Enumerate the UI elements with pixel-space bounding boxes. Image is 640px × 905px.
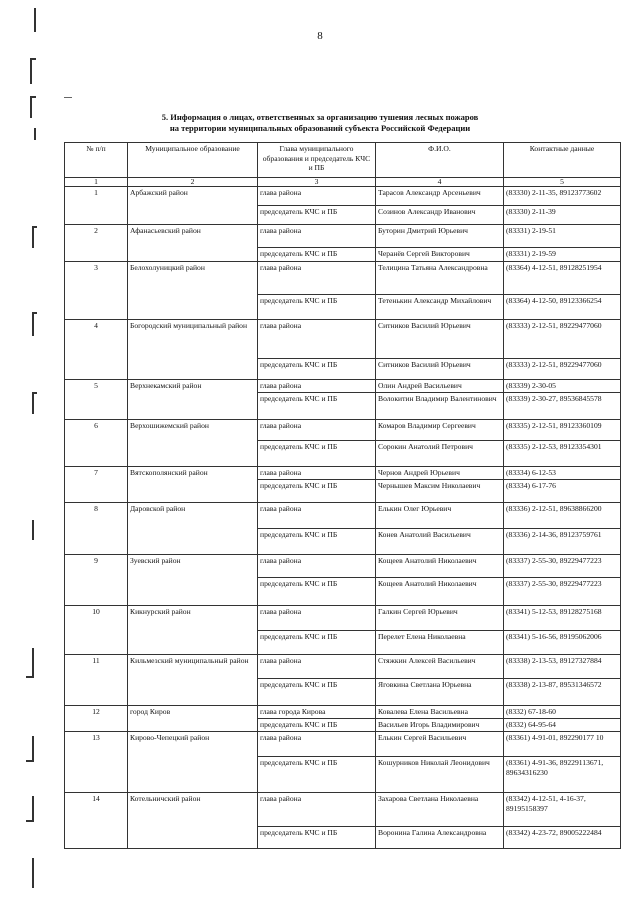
row-number: 2 — [65, 225, 128, 262]
row-number: 11 — [65, 655, 128, 706]
official-name: Комаров Владимир Сергеевич — [376, 420, 504, 441]
contact-data: (83331) 2-19-51 — [504, 225, 621, 248]
official-role: глава города Кирова — [258, 706, 376, 719]
municipality-name: Верхнекамский район — [128, 380, 258, 420]
contact-data: (83339) 2-30-05 — [504, 380, 621, 393]
table-row — [65, 706, 621, 719]
contact-data: (8332) 64-95-64 — [504, 719, 621, 732]
section-heading — [90, 112, 550, 134]
contact-data: (83338) 2-13-87, 89531346572 — [504, 679, 621, 706]
municipality-name: Кирово-Чепецкий район — [128, 732, 258, 793]
table-body — [65, 187, 621, 849]
municipality-name: Кильмезский муниципальный район — [128, 655, 258, 706]
official-name: Елькин Олег Юрьевич — [376, 503, 504, 529]
official-role: председатель КЧС и ПБ — [258, 295, 376, 320]
official-role: председатель КЧС и ПБ — [258, 359, 376, 380]
official-role: глава района — [258, 187, 376, 206]
table-row — [65, 420, 621, 441]
official-name: Созинов Александр Иванович — [376, 206, 504, 225]
contact-data: (83338) 2-13-53, 89127327884 — [504, 655, 621, 679]
municipality-name: Верхошижемский район — [128, 420, 258, 467]
official-role: председатель КЧС и ПБ — [258, 719, 376, 732]
official-name: Тетенькин Александр Михайлович — [376, 295, 504, 320]
official-role: глава района — [258, 655, 376, 679]
contact-data: (83334) 6-12-53 — [504, 467, 621, 480]
municipality-name: Богородский муниципальный район — [128, 320, 258, 380]
municipality-name: город Киров — [128, 706, 258, 732]
official-name: Ковалева Елена Васильевна — [376, 706, 504, 719]
official-name: Захарова Светлана Николаевна — [376, 793, 504, 827]
table-row — [65, 606, 621, 631]
official-role: глава района — [258, 503, 376, 529]
official-role: глава района — [258, 606, 376, 631]
official-role: глава района — [258, 793, 376, 827]
column-header: Муниципальное образование — [128, 143, 258, 178]
municipality-name: Даровской район — [128, 503, 258, 555]
row-number: 4 — [65, 320, 128, 380]
column-number: 4 — [376, 178, 504, 187]
official-name: Кощеев Анатолий Николаевич — [376, 578, 504, 606]
official-role: глава района — [258, 732, 376, 757]
row-number: 9 — [65, 555, 128, 606]
table-row — [65, 380, 621, 393]
row-number: 12 — [65, 706, 128, 732]
row-number: 5 — [65, 380, 128, 420]
contact-data: (83335) 2-12-51, 89123360109 — [504, 420, 621, 441]
official-name: Тарасов Александр Арсеньевич — [376, 187, 504, 206]
contact-data: (83339) 2-30-27, 89536845578 — [504, 393, 621, 420]
column-header: № п/п — [65, 143, 128, 178]
table-row — [65, 503, 621, 529]
table-header-row — [65, 143, 621, 178]
official-role: председатель КЧС и ПБ — [258, 441, 376, 467]
official-role: председатель КЧС и ПБ — [258, 248, 376, 262]
contact-data: (83336) 2-14-36, 89123759761 — [504, 529, 621, 555]
official-role: глава района — [258, 467, 376, 480]
official-role: председатель КЧС и ПБ — [258, 827, 376, 849]
contact-data: (83337) 2-55-30, 89229477223 — [504, 555, 621, 578]
table-row — [65, 555, 621, 578]
contact-data: (83342) 4-23-72, 89005222484 — [504, 827, 621, 849]
column-number: 5 — [504, 178, 621, 187]
official-name: Стяжкин Алексей Васильевич — [376, 655, 504, 679]
official-name: Конев Анатолий Васильевич — [376, 529, 504, 555]
contact-data: (83364) 4-12-51, 89128251954 — [504, 262, 621, 295]
table-row — [65, 655, 621, 679]
official-name: Черанёв Сергей Викторович — [376, 248, 504, 262]
table-row — [65, 467, 621, 480]
contact-data: (83330) 2-11-39 — [504, 206, 621, 225]
column-number: 2 — [128, 178, 258, 187]
official-name: Телицина Татьяна Александровна — [376, 262, 504, 295]
contact-data: (83341) 5-12-53, 89128275168 — [504, 606, 621, 631]
official-role: председатель КЧС и ПБ — [258, 631, 376, 655]
row-number: 8 — [65, 503, 128, 555]
official-name: Кошурников Николай Леонидович — [376, 757, 504, 793]
municipality-name: Белохолуницкий район — [128, 262, 258, 320]
official-role: глава района — [258, 420, 376, 441]
official-role: председатель КЧС и ПБ — [258, 393, 376, 420]
official-name: Волокитин Владимир Валентинович — [376, 393, 504, 420]
official-name: Васильев Игорь Владимирович — [376, 719, 504, 732]
official-name: Чернышев Максим Николаевич — [376, 480, 504, 503]
page-number: 8 — [317, 30, 323, 42]
contact-data: (8332) 67-18-60 — [504, 706, 621, 719]
municipality-name: Арбажский район — [128, 187, 258, 225]
row-number: 1 — [65, 187, 128, 225]
contact-data: (83335) 2-12-53, 89123354301 — [504, 441, 621, 467]
row-number: 3 — [65, 262, 128, 320]
official-name: Галкин Сергей Юрьевич — [376, 606, 504, 631]
column-number-row — [65, 178, 621, 187]
municipality-name: Котельничский район — [128, 793, 258, 849]
table-row — [65, 732, 621, 757]
official-name: Перелет Елена Николаевна — [376, 631, 504, 655]
contact-data: (83341) 5-16-56, 89195062006 — [504, 631, 621, 655]
table-row — [65, 793, 621, 827]
row-number: 6 — [65, 420, 128, 467]
contact-data: (83337) 2-55-30, 89229477223 — [504, 578, 621, 606]
official-role: председатель КЧС и ПБ — [258, 206, 376, 225]
municipality-name: Кикнурский район — [128, 606, 258, 655]
official-name: Яговкина Светлана Юрьевна — [376, 679, 504, 706]
municipality-name: Афанасьевский район — [128, 225, 258, 262]
official-name: Ситников Василий Юрьевич — [376, 359, 504, 380]
column-header: Ф.И.О. — [376, 143, 504, 178]
official-role: председатель КЧС и ПБ — [258, 679, 376, 706]
column-header: Контактные данные — [504, 143, 621, 178]
municipality-name: Вятскополянский район — [128, 467, 258, 503]
table-row — [65, 262, 621, 295]
row-number: 7 — [65, 467, 128, 503]
official-name: Сорокин Анатолий Петрович — [376, 441, 504, 467]
contact-data: (83361) 4-91-36, 89229113671, 89634316230 — [504, 757, 621, 793]
official-name: Олин Андрей Васильевич — [376, 380, 504, 393]
responsible-persons-table — [64, 142, 621, 849]
official-role: председатель КЧС и ПБ — [258, 529, 376, 555]
contact-data: (83334) 6-17-76 — [504, 480, 621, 503]
official-name: Елькин Сергей Васильевич — [376, 732, 504, 757]
contact-data: (83361) 4-91-01, 892290177 10 — [504, 732, 621, 757]
official-role: глава района — [258, 262, 376, 295]
row-number: 14 — [65, 793, 128, 849]
official-name: Кощеев Анатолий Николаевич — [376, 555, 504, 578]
official-name: Чернов Андрей Юрьевич — [376, 467, 504, 480]
official-name: Ситников Василий Юрьевич — [376, 320, 504, 359]
official-role: председатель КЧС и ПБ — [258, 480, 376, 503]
contact-data: (83342) 4-12-51, 4-16-37, 89195158397 — [504, 793, 621, 827]
contact-data: (83336) 2-12-51, 89638866200 — [504, 503, 621, 529]
row-number: 13 — [65, 732, 128, 793]
official-role: глава района — [258, 225, 376, 248]
contact-data: (83331) 2-19-59 — [504, 248, 621, 262]
contact-data: (83330) 2-11-35, 89123773602 — [504, 187, 621, 206]
official-role: председатель КЧС и ПБ — [258, 757, 376, 793]
official-name: Воронина Галина Александровна — [376, 827, 504, 849]
contact-data: (83333) 2-12-51, 89229477060 — [504, 359, 621, 380]
official-role: глава района — [258, 555, 376, 578]
official-name: Буторин Дмитрий Юрьевич — [376, 225, 504, 248]
column-number: 3 — [258, 178, 376, 187]
table-row — [65, 225, 621, 248]
contact-data: (83364) 4-12-50, 89123366254 — [504, 295, 621, 320]
official-role: глава района — [258, 380, 376, 393]
column-number: 1 — [65, 178, 128, 187]
municipality-name: Зуевский район — [128, 555, 258, 606]
heading-line-2: на территории муниципальных образований субъекта Российской Федерации — [169, 123, 471, 133]
heading-line-1: 5. Информация о лицах, ответственных за организацию тушения лесных пожаров — [161, 112, 479, 122]
scan-dash — [64, 97, 72, 98]
column-header: Глава муниципального образования и председатель КЧС и ПБ — [258, 143, 376, 178]
contact-data: (83333) 2-12-51, 89229477060 — [504, 320, 621, 359]
table-row — [65, 320, 621, 359]
row-number: 10 — [65, 606, 128, 655]
table-row — [65, 187, 621, 206]
official-role: глава района — [258, 320, 376, 359]
official-role: председатель КЧС и ПБ — [258, 578, 376, 606]
